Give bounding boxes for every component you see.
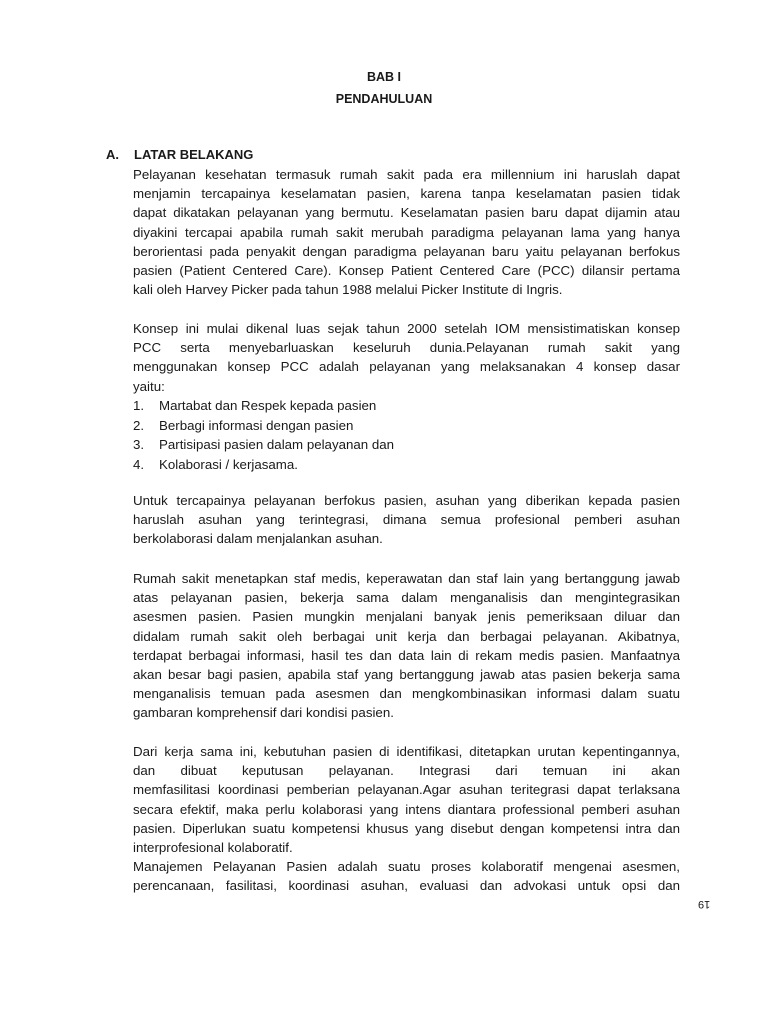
list-item	[133, 455, 680, 475]
page-number: 19	[698, 898, 711, 910]
text-line: haruslah asuhan yang terintegrasi, dimana semua profesional pemberi asuhan	[133, 512, 680, 528]
list-item	[133, 416, 680, 436]
text-line: secara efektif, maka perlu kolaborasi yang intens diantara professional pemberi asuhan	[133, 801, 680, 817]
text-line: dan dibuat keputusan pelayanan. Integrasi dari temuan ini akan	[133, 763, 680, 779]
paragraph-4	[133, 569, 680, 723]
text-line: interprofesional kolaboratif.	[133, 840, 293, 856]
list-number: 1.	[133, 398, 145, 413]
section-number: A.	[106, 147, 119, 162]
text-line: Manajemen Pelayanan Pasien adalah suatu proses kolaboratif mengenai asesmen,	[133, 859, 680, 875]
text-line: Konsep ini mulai dikenal luas sejak tahun 2000 setelah IOM mensistimatiskan konsep	[133, 321, 680, 336]
text-line: memfasilitasi koordinasi pemberian pelayanan.Agar asuhan teritegrasi dapat terlaksana	[133, 782, 680, 798]
text-line: atas pelayanan pasien, bekerja sama dalam menganalisis dan mengintegrasikan	[133, 590, 680, 606]
list-item	[133, 396, 680, 416]
text-line: yaitu:	[133, 378, 165, 394]
text-line: Dari kerja sama ini, kebutuhan pasien di identifikasi, ditetapkan urutan kepentingannya,	[133, 744, 680, 759]
concept-list	[133, 396, 680, 474]
list-number: 3.	[133, 437, 145, 452]
list-number: 4.	[133, 456, 145, 472]
text-line: akan besar bagi pasien, apabila staf yang bertanggung jawab atas pasien bekerja sama	[133, 667, 680, 683]
text-line: PCC serta menyebarluaskan keseluruh dunia.Pelayanan rumah sakit yang	[133, 340, 680, 356]
text-line: dapat dikatakan pelayanan yang bermutu. Keselamatan pasien baru dapat dijamin atau	[133, 205, 680, 221]
paragraph-2	[133, 319, 680, 396]
list-text: Kolaborasi / kerjasama.	[159, 456, 298, 472]
chapter-title: PENDAHULUAN	[335, 92, 433, 106]
list-text: Partisipasi pasien dalam pelayanan dan	[159, 437, 395, 452]
text-line: perencanaan, fasilitasi, koordinasi asuhan, evaluasi dan advokasi untuk opsi dan	[133, 878, 680, 894]
text-line: pasien (Patient Centered Care). Konsep Patient Centered Care (PCC) dilansir pertama	[133, 263, 680, 279]
section-heading	[106, 147, 253, 162]
text-line: Untuk tercapainya pelayanan berfokus pasien, asuhan yang diberikan kepada pasien	[133, 493, 680, 508]
text-line: menggunakan konsep PCC adalah pelayanan yang melaksanakan 4 konsep dasar	[133, 359, 680, 375]
list-item	[133, 435, 680, 455]
chapter-label: BAB I	[366, 70, 402, 84]
paragraph-5	[133, 742, 680, 896]
list-text: Berbagi informasi dengan pasien	[159, 417, 354, 433]
text-line: berorientasi pada penyakit dengan paradigma pelayanan baru yaitu pelayanan berfokus	[133, 243, 680, 259]
list-text: Martabat dan Respek kepada pasien	[159, 398, 377, 413]
section-title: LATAR BELAKANG	[134, 147, 254, 162]
text-line: diyakini tercapai apabila rumah sakit merubah paradigma pelayanan lama yang hanya	[133, 224, 680, 240]
text-line: kali oleh Harvey Picker pada tahun 1988 melalui Picker Institute di Ingris.	[133, 282, 563, 298]
text-line: berkolaborasi dalam menjalankan asuhan.	[133, 531, 383, 547]
text-line: Rumah sakit menetapkan staf medis, keperawatan dan staf lain yang bertanggung jawab	[133, 571, 680, 586]
text-line: asesmen pasien. Pasien mungkin menjalani banyak jenis pemeriksaan diluar dan	[133, 609, 680, 625]
paragraph-3	[133, 491, 680, 549]
list-number: 2.	[133, 417, 145, 433]
text-line: gambaran komprehensif dari kondisi pasien.	[133, 705, 394, 721]
text-line: terdapat berbagai informasi, hasil tes dan data lain di rekam medis pasien. Manfaatnya	[133, 647, 680, 663]
text-line: Pelayanan kesehatan termasuk rumah sakit pada era millennium ini haruslah dapat	[133, 167, 680, 182]
paragraph-1	[133, 165, 680, 299]
text-line: didalam rumah sakit oleh berbagai unit kerja dan berbagai pelayanan. Akibatnya,	[133, 628, 680, 644]
text-line: pasien. Diperlukan suatu kompetensi khusus yang disebut dengan kompetensi intra dan	[133, 820, 680, 836]
text-line: menganalisis temuan pada asesmen dan mengkombinasikan informasi dalam suatu	[133, 686, 680, 702]
text-line: menjamin tercapainya keselamatan pasien, karena tanpa keselamatan pasien tidak	[133, 186, 680, 202]
